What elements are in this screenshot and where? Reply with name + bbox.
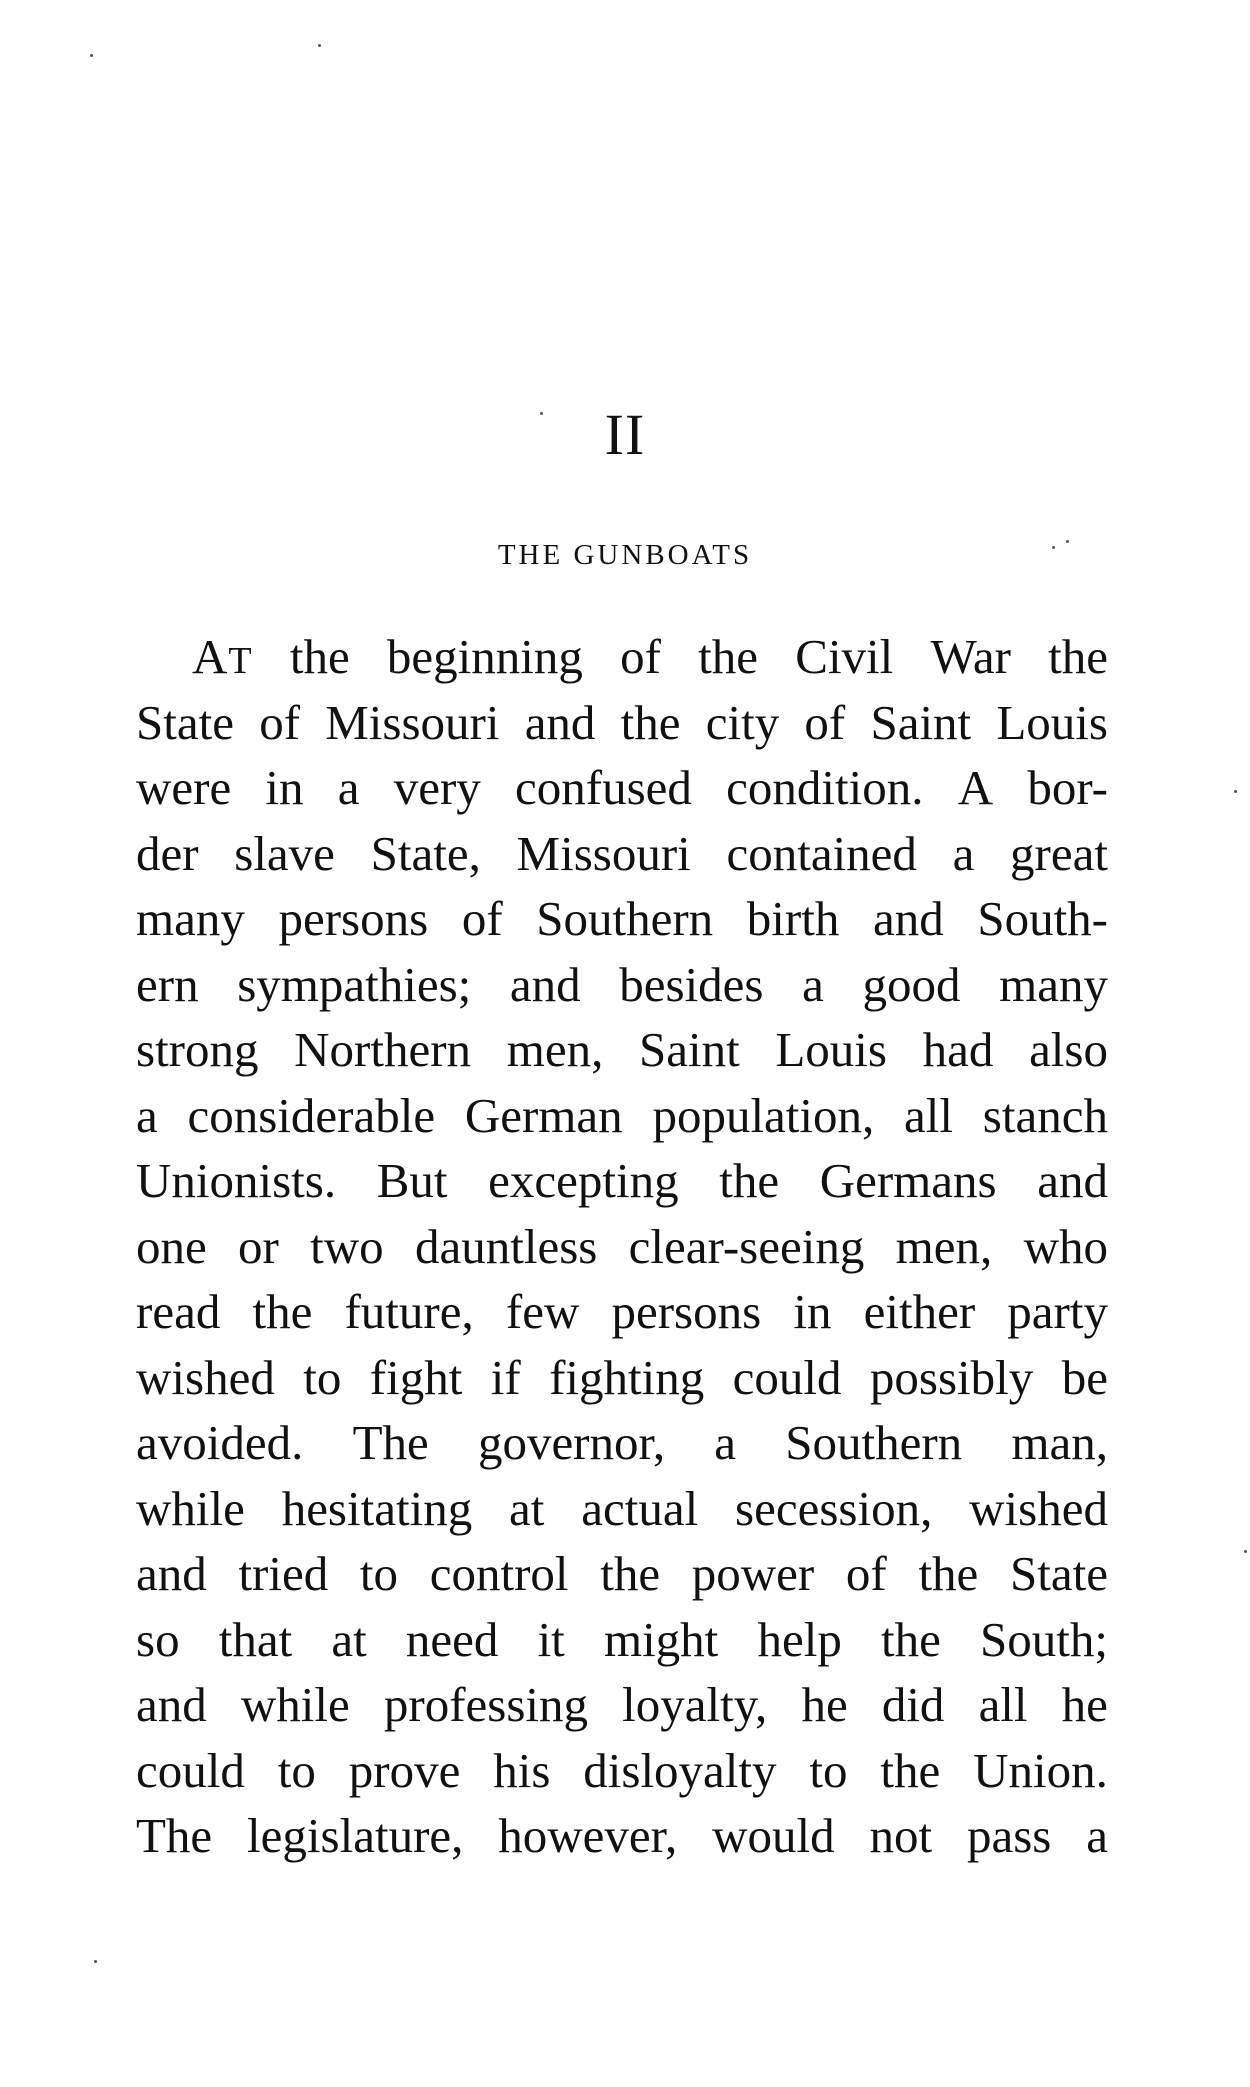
word: good xyxy=(862,956,961,1012)
word: to xyxy=(359,1546,399,1601)
word: many xyxy=(136,891,245,946)
scan-speck xyxy=(1234,790,1237,793)
text-line xyxy=(136,1541,1108,1607)
word: a xyxy=(1086,1808,1108,1863)
word: a xyxy=(714,1415,737,1470)
word: and xyxy=(1037,1153,1108,1208)
word: many xyxy=(999,956,1108,1012)
word: at xyxy=(331,1611,367,1667)
word: considerable xyxy=(187,1087,436,1143)
word: A xyxy=(957,760,994,815)
word: Unionists. xyxy=(136,1153,337,1208)
scan-speck xyxy=(1244,1550,1247,1553)
word: condition. xyxy=(726,760,924,815)
word: dauntless xyxy=(414,1218,598,1274)
word: sympathies; xyxy=(237,956,472,1012)
word: or xyxy=(238,1218,279,1274)
word: disloyalty xyxy=(583,1742,777,1798)
word: professing xyxy=(383,1677,589,1732)
word: great xyxy=(1010,825,1108,881)
word: a xyxy=(136,1087,158,1143)
word: could xyxy=(136,1742,245,1798)
word: excepting xyxy=(488,1153,679,1208)
word: so xyxy=(136,1611,180,1667)
word: Saint xyxy=(870,694,972,750)
word: it xyxy=(537,1611,565,1667)
word: slave xyxy=(234,825,335,881)
word: the xyxy=(620,694,681,750)
text-line xyxy=(136,821,1108,887)
word: few xyxy=(505,1284,580,1339)
word: Louis xyxy=(775,1022,887,1077)
word: could xyxy=(732,1349,842,1405)
word: Northern xyxy=(294,1022,472,1077)
word: the xyxy=(252,1284,313,1339)
word: strong xyxy=(136,1022,259,1077)
word: he xyxy=(1061,1677,1108,1732)
scan-speck xyxy=(540,412,543,415)
word: Saint xyxy=(638,1022,740,1077)
text-line xyxy=(136,1803,1108,1869)
word: one xyxy=(136,1218,207,1274)
word: The xyxy=(352,1415,429,1470)
word: secession, xyxy=(735,1480,933,1536)
word: were xyxy=(136,760,232,815)
word: State, xyxy=(370,825,481,881)
scan-speck xyxy=(94,1960,97,1963)
word: Southern xyxy=(785,1415,963,1470)
word: that xyxy=(218,1611,293,1667)
word: persons xyxy=(278,891,429,946)
word: men, xyxy=(895,1218,993,1274)
word: need xyxy=(405,1611,499,1667)
word: he xyxy=(801,1677,848,1732)
word: tried xyxy=(238,1546,329,1601)
word: had xyxy=(922,1022,994,1077)
word: beginning xyxy=(386,629,583,684)
word: Germans xyxy=(819,1153,997,1208)
word: all xyxy=(904,1087,954,1143)
word: der xyxy=(136,825,199,881)
word: would xyxy=(712,1808,835,1863)
text-line xyxy=(136,1476,1108,1542)
word: possibly xyxy=(869,1349,1034,1405)
text-line xyxy=(136,886,1108,952)
text-line xyxy=(136,1214,1108,1280)
text-line xyxy=(136,1607,1108,1673)
word: while xyxy=(240,1677,350,1732)
word: very xyxy=(393,760,481,815)
word: while xyxy=(136,1480,245,1536)
scan-speck xyxy=(1066,540,1069,543)
word: party xyxy=(1007,1284,1108,1339)
word: help xyxy=(757,1611,842,1667)
opening-small-cap: T xyxy=(228,640,253,682)
word: who xyxy=(1023,1218,1108,1274)
scan-speck xyxy=(318,44,321,47)
word: State xyxy=(136,694,234,750)
scan-speck xyxy=(90,54,93,57)
word: and xyxy=(136,1546,207,1601)
word: hesitating xyxy=(281,1480,473,1536)
word: governor, xyxy=(477,1415,666,1470)
word: bor- xyxy=(1027,760,1108,815)
word: however, xyxy=(498,1808,678,1863)
word: clear-seeing xyxy=(628,1218,865,1274)
word: But xyxy=(376,1153,448,1208)
word: fighting xyxy=(549,1349,705,1405)
word: his xyxy=(493,1742,551,1798)
word: South; xyxy=(980,1611,1108,1667)
word: of xyxy=(845,1546,887,1601)
word: at xyxy=(509,1480,545,1536)
word: the xyxy=(1048,629,1108,684)
word: the xyxy=(880,1611,941,1667)
text-line xyxy=(136,1083,1108,1149)
word: to xyxy=(809,1742,848,1798)
word: if xyxy=(490,1349,521,1405)
word: German xyxy=(464,1087,623,1143)
word: a xyxy=(952,825,975,881)
word: pass xyxy=(966,1808,1052,1863)
word: also xyxy=(1029,1022,1108,1077)
word: of xyxy=(259,694,301,750)
word: two xyxy=(310,1218,384,1274)
word: wished xyxy=(136,1349,275,1405)
text-line xyxy=(136,952,1108,1018)
scan-speck xyxy=(1052,546,1055,549)
text-line xyxy=(136,1345,1108,1411)
word: city xyxy=(705,694,780,750)
text-line xyxy=(136,1672,1108,1738)
word: and xyxy=(509,956,581,1012)
word: prove xyxy=(348,1742,461,1798)
word: man, xyxy=(1011,1415,1108,1470)
word: avoided. xyxy=(136,1415,304,1470)
text-line xyxy=(136,1279,1108,1345)
word: to xyxy=(303,1349,342,1405)
text-line xyxy=(136,1410,1108,1476)
word: the xyxy=(918,1546,979,1601)
word: Louis xyxy=(996,694,1108,750)
chapter-body-paragraph xyxy=(136,624,1108,1869)
word: Southern xyxy=(536,891,714,946)
word: fight xyxy=(369,1349,463,1405)
word: ern xyxy=(136,956,199,1012)
word: Civil xyxy=(795,629,894,684)
word: confused xyxy=(515,760,692,815)
word: did xyxy=(881,1677,945,1732)
word: the xyxy=(698,629,759,684)
word: all xyxy=(978,1677,1028,1732)
text-line xyxy=(136,755,1108,821)
word: and xyxy=(872,891,944,946)
chapter-title: THE GUNBOATS xyxy=(497,539,753,571)
word: future, xyxy=(344,1284,474,1339)
word: and xyxy=(524,694,596,750)
word: Union. xyxy=(973,1742,1108,1798)
text-line xyxy=(136,690,1108,756)
word: besides xyxy=(619,956,764,1012)
word: Missouri xyxy=(325,694,500,750)
word: The xyxy=(136,1808,213,1863)
word: persons xyxy=(611,1284,762,1339)
word: men, xyxy=(506,1022,604,1077)
word: read xyxy=(136,1284,221,1339)
word: in xyxy=(265,760,304,815)
word: the xyxy=(880,1742,941,1798)
text-line xyxy=(136,1017,1108,1083)
word: not xyxy=(869,1808,933,1863)
text-line xyxy=(136,624,1108,690)
text-line xyxy=(136,1148,1108,1214)
opening-capital: A xyxy=(192,629,229,684)
text-line xyxy=(136,1738,1108,1804)
word: power xyxy=(691,1546,815,1601)
word: stanch xyxy=(982,1087,1108,1143)
word: Missouri xyxy=(516,825,691,881)
word: of xyxy=(804,694,846,750)
word: actual xyxy=(581,1480,699,1536)
word: a xyxy=(337,760,360,815)
word: might xyxy=(603,1611,719,1667)
word: birth xyxy=(746,891,840,946)
word: and xyxy=(136,1677,207,1732)
word: State xyxy=(1010,1546,1108,1601)
chapter-number: II xyxy=(604,402,646,467)
word: wished xyxy=(969,1480,1108,1536)
word: to xyxy=(277,1742,316,1798)
word: be xyxy=(1061,1349,1108,1405)
word: population, xyxy=(652,1087,875,1143)
opening-word xyxy=(192,624,253,690)
word: legislature, xyxy=(247,1808,464,1863)
word: loyalty, xyxy=(622,1677,768,1732)
word: the xyxy=(600,1546,661,1601)
word: either xyxy=(863,1284,976,1339)
word: the xyxy=(719,1153,780,1208)
word: of xyxy=(620,629,661,684)
word: South- xyxy=(977,891,1108,946)
word: contained xyxy=(726,825,917,881)
word: War xyxy=(930,629,1011,684)
word: in xyxy=(793,1284,832,1339)
word: of xyxy=(461,891,503,946)
word: a xyxy=(802,956,824,1012)
word: control xyxy=(429,1546,569,1601)
word: the xyxy=(289,629,350,684)
